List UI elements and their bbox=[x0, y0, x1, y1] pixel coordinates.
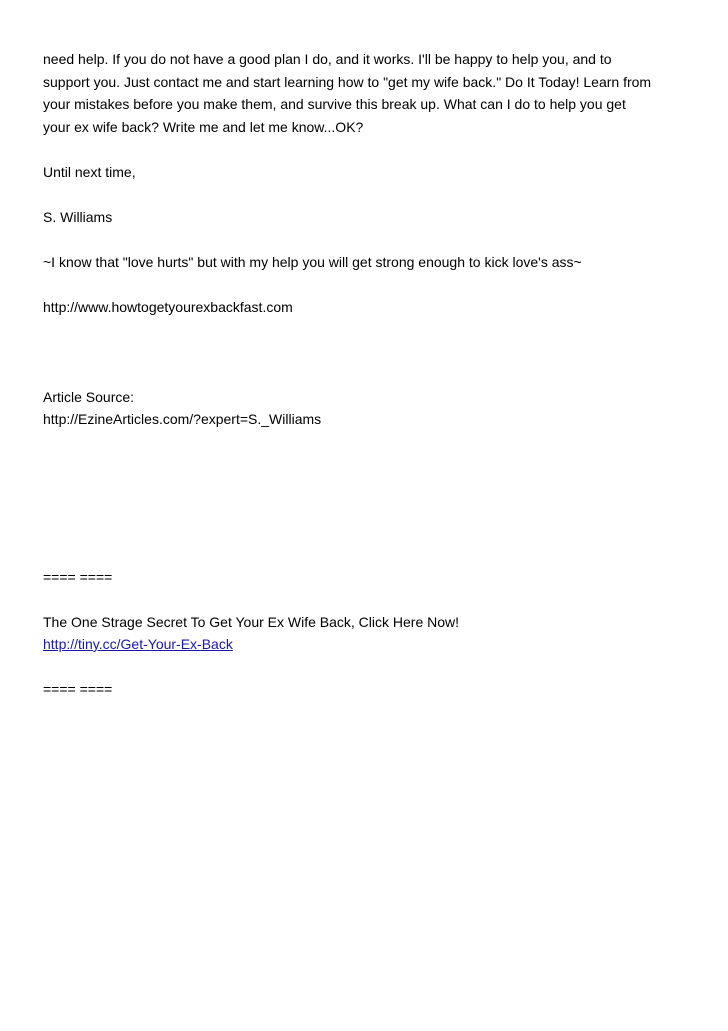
spacer bbox=[43, 476, 683, 499]
spacer bbox=[43, 363, 683, 386]
spacer bbox=[43, 656, 683, 679]
tagline-text: ~I know that "love hurts" but with my help you will get strong enough to kick love's ass~ bbox=[43, 253, 582, 270]
spacer bbox=[43, 431, 683, 454]
spacer bbox=[43, 543, 683, 566]
promo-text: The One Strage Secret To Get Your Ex Wife Back, Click Here Now! bbox=[43, 613, 460, 630]
spacer bbox=[43, 588, 683, 611]
spacer bbox=[43, 453, 683, 476]
spacer bbox=[43, 138, 683, 161]
separator-top: ==== ==== bbox=[43, 568, 113, 585]
promo-link[interactable]: http://tiny.cc/Get-Your-Ex-Back bbox=[43, 636, 233, 652]
body-line-3: your mistakes before you make them, and survive this break up. What can I do to help you get bbox=[43, 96, 626, 112]
article-source-url: http://EzineArticles.com/?expert=S._Williams bbox=[43, 411, 322, 427]
spacer bbox=[43, 498, 683, 521]
promo-link-line bbox=[43, 633, 683, 656]
author-url-text: http://www.howtogetyourexbackfast.com bbox=[43, 298, 293, 315]
document-page bbox=[43, 48, 683, 701]
body-line-1: need help. If you do not have a good plan I do, and it works. I'll be happy to help you, and to bbox=[43, 51, 612, 67]
closing-text: Until next time, bbox=[43, 163, 136, 180]
separator-bottom: ==== ==== bbox=[43, 681, 113, 697]
spacer bbox=[43, 183, 683, 206]
spacer bbox=[43, 228, 683, 251]
article-source-label: Article Source: bbox=[43, 388, 135, 405]
spacer bbox=[43, 521, 683, 544]
spacer bbox=[43, 318, 683, 341]
body-line-2: support you. Just contact me and start learning how to "get my wife back." Do It Today! Learn from bbox=[43, 73, 652, 90]
spacer bbox=[43, 273, 683, 296]
spacer bbox=[43, 341, 683, 364]
body-line-4: your ex wife back? Write me and let me know...OK? bbox=[43, 118, 364, 135]
signature-text: S. Williams bbox=[43, 208, 113, 225]
